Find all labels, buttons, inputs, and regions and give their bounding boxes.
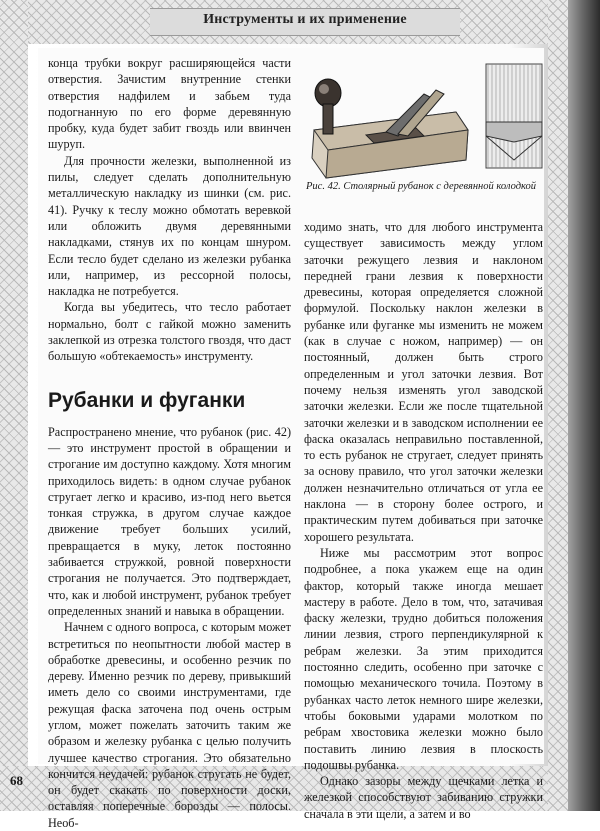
left-column bbox=[48, 55, 291, 831]
figure-caption: Рис. 42. Столярный рубанок с деревянной колодкой bbox=[306, 181, 537, 192]
paragraph: Для прочности железки, выполненной из пилы, следует сделать дополнительную металлическую накладку из шинки (см. рис. 41). Ручку к теслу можно обмотать веревкой или обложить двумя деревянными накладками, стянув их по концам шнуром. Если тесло будет сделано из железки рубанка или, например, из рессорной полосы, накладка не потребуется. bbox=[48, 153, 291, 299]
paragraph: Ниже мы рассмотрим этот вопрос подробнее, а пока укажем еще на один фактор, который также иногда мешает мастеру в работе. Дело в том, что, затачивая фаску железки, трудно добиться положения линии лезвия, строго перпендикулярной к ребрам железки. За этим приходится постоянно следить, особенно при заточке с помощью механического точила. Поэтому в рубанках часто леток немного шире железки, чтобы боковыми ударами молотком по ребрам хвостовика железки можно было поставить линию лезвия в плоскость подошвы рубанка. bbox=[304, 545, 543, 772]
ornament-border-left bbox=[0, 0, 28, 811]
running-header: Инструменты и их применение bbox=[203, 12, 407, 27]
paragraph: Однако зазоры между щечками летка и железкой способствуют забиванию стружки сначала в эти щели, а затем и во bbox=[304, 774, 543, 821]
paragraph: конца трубки вокруг расширяющейся части отверстия. Зачистим внутренние стенки отверстия надфилем и забьем туда подогнанную по его форме деревянную пробку, куда будет забит гвоздь или ввинчен шуруп. bbox=[48, 56, 291, 152]
paragraph: Начнем с одного вопроса, с которым может встретиться по неопытности любой мастер в обработке древесины, и особенно резчик по дереву. Именно резчик по дереву, привыкший иметь дело со своими инструментами, где режущая фаска заточена под очень острым углом, может пожелать заточить таким же образом и железку рубанка с целью получить лучшее качество строгания. Это обязательно кончится неудачей: рубанок стругать не будет, он будет скакать по поверхности доски, оставляя поперечные борозды — полосы. Необ- bbox=[48, 620, 291, 830]
section-title: Рубанки и фуганки bbox=[48, 388, 246, 412]
hand-plane-drawing bbox=[312, 79, 468, 178]
paragraph: Распространено мнение, что рубанок (рис. 42) — это инструмент простой в обращении и строгание им доступно каждому. Хотя многим приходилось видеть: в одном случае рубанок стругает легко и красиво, из-под него вьется тонкая стружка, в другом случае каждое движение требует больших усилий, превращается в муку, леток постоянно забивается стружкой, ровной поверхности строгания не получается. Это подтверждает, что, как и любой инструмент, рубанок требует определенных знаний и навыка в обращении. bbox=[48, 424, 291, 618]
paragraph: Когда вы убедитесь, что тесло работает нормально, болт с гайкой можно заменить заклепкой из отрезка толстого гвоздя, что даст большую «обтекаемость» инструменту. bbox=[48, 300, 291, 364]
ornament-border-right bbox=[548, 0, 568, 811]
wood-grain-panel bbox=[486, 64, 542, 168]
plane-illustration bbox=[306, 60, 546, 192]
page-number: 68 bbox=[10, 773, 23, 788]
paragraph: ходимо знать, что для любого инструмента существует зависимость между углом заточки режущего лезвия и наклоном передней грани лезвия к поверхности древесины, которая определяется сложной формулой. Поскольку наклон железки в рубанке или фуганке мы изменить не можем (как в случае с ножом, например) — он постоянный, должен быть строго определенным и угол заточки лезвия. Вот почему нельзя изменять угол заводской заточки железки. Если же после тщательной заточки железки и в заводском исполнении ее фаска оказалась неправильно поставленной, то есть рубанок не стругает, следует принять за основу правило, что угол заточки железки должен незначительно отличаться от угла ее наклона — в сторону более острого, и практическим путем добиваться при заточке хорошего результата. bbox=[304, 220, 543, 544]
right-column bbox=[304, 219, 543, 822]
